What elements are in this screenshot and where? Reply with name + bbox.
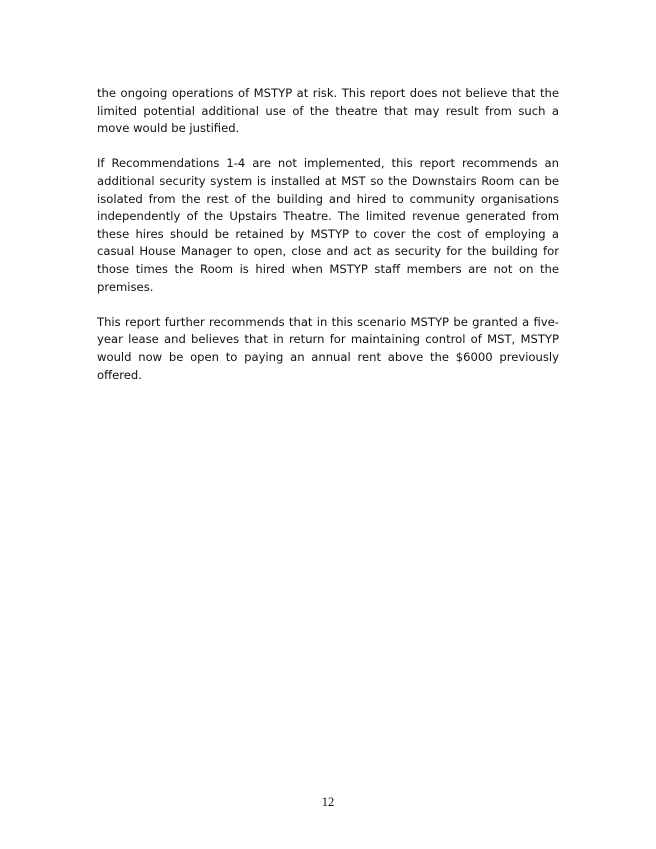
paragraph-lease-recommendation: This report further recommends that in this scenario MSTYP be granted a five-year lease and believes that in return for maintaining control of MST, MSTYP would now be open to paying an annual rent above the $6000 previously offered. <box>97 314 559 382</box>
paragraph-continuation: the ongoing operations of MSTYP at risk. This report does not believe that the limited potential additional use of the theatre that may result from such a move would be justified. <box>97 86 559 136</box>
body-text <box>97 85 559 402</box>
paragraph-security-recommendation: If Recommendations 1-4 are not implemented, this report recommends an additional security system is installed at MST so the Downstairs Room can be isolated from the rest of the building and hired to community organisations independently of the Upstairs Theatre. The limited revenue generated from these hires should be retained by MSTYP to cover the cost of employing a casual House Manager to open, close and act as security for the building for those times the Room is hired when MSTYP staff members are not on the premises. <box>97 156 559 294</box>
page-number: 12 <box>321 795 335 809</box>
